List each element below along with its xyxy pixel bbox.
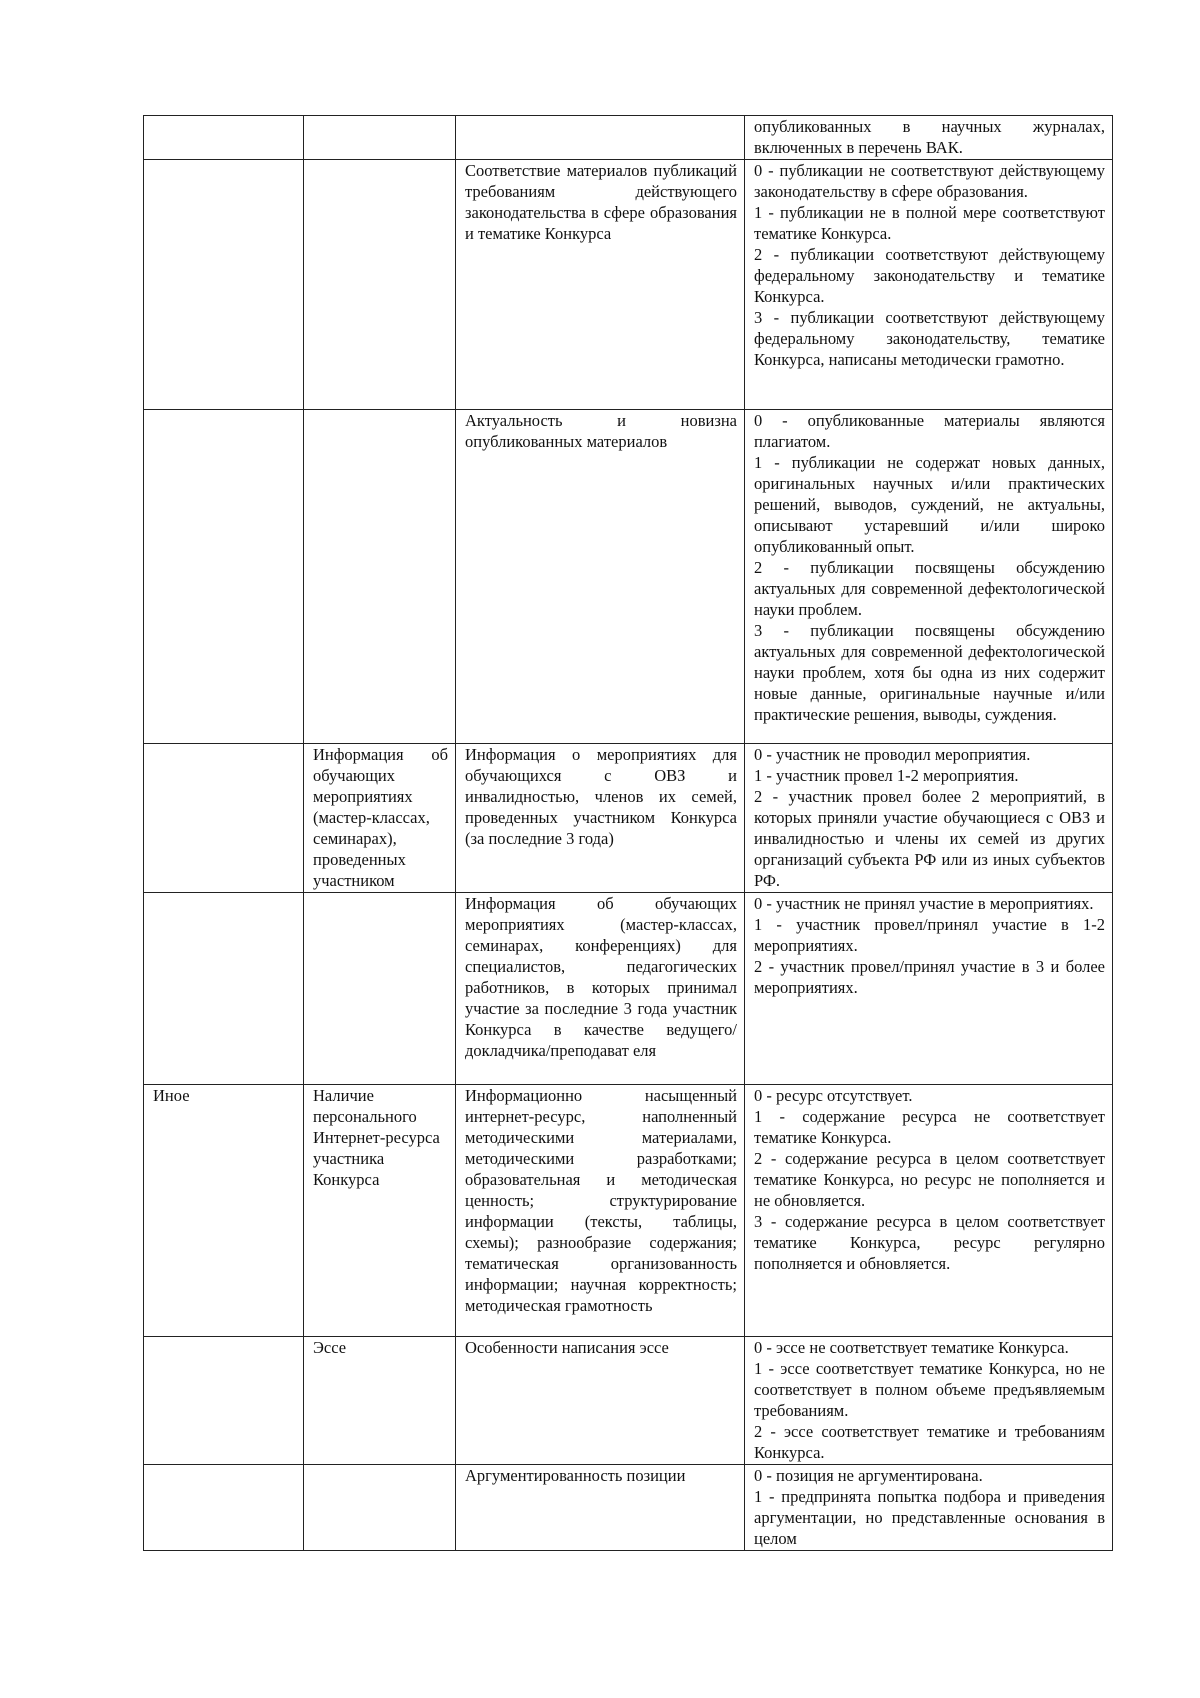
subcategory-cell (304, 116, 456, 160)
score-line: 3 - публикации соответствуют действующему федеральному законодательству, тематике Конкурса, написаны методически грамотно. (754, 308, 1105, 369)
score-line: 0 - ресурс отсутствует. (754, 1086, 913, 1105)
category-cell (144, 744, 304, 893)
criteria-table (143, 115, 1113, 1551)
score-line: 2 - эссе соответствует тематике и требованиям Конкурса. (754, 1422, 1105, 1462)
score-line: 1 - участник провел 1-2 мероприятия. (754, 766, 1019, 785)
scores-cell (745, 1085, 1113, 1337)
subcategory-cell (304, 160, 456, 410)
indicator-cell: Информация об обучающих мероприятиях (мастер-классах, семинарах, конференциях) для специалистов, педагогических работников, в которых принимал участие за последние 3 года участник Конкурса в качестве ведущего/докладчика/преподават еля (456, 893, 745, 1085)
subcategory-cell: Наличие персонального Интернет-ресурса участника Конкурса (304, 1085, 456, 1337)
score-line: 0 - публикации не соответствуют действующему законодательству в сфере образования. (754, 161, 1105, 201)
scores-cell (745, 1465, 1113, 1551)
subcategory-cell (304, 1465, 456, 1551)
category-cell (144, 116, 304, 160)
score-line: 2 - публикации посвящены обсуждению актуальных для современной дефектологической науки проблем. (754, 558, 1105, 619)
category-cell (144, 1465, 304, 1551)
category-cell: Иное (144, 1085, 304, 1337)
table-row (144, 1337, 1113, 1465)
indicator-cell: Информационно насыщенный интернет-ресурс, наполненный методическими материалами, методическими разработками; образовательная и методическая ценность; структурирование информации (тексты, таблицы, схемы); разнообразие содержания; тематическая организованность информации; научная корректность; методическая грамотность (456, 1085, 745, 1337)
score-line: 0 - позиция не аргументирована. (754, 1466, 983, 1485)
score-line: 0 - участник не принял участие в мероприятиях. (754, 894, 1094, 913)
score-line: 0 - эссе не соответствует тематике Конкурса. (754, 1338, 1069, 1357)
score-line: 1 - публикации не в полной мере соответствуют тематике Конкурса. (754, 203, 1105, 243)
subcategory-cell: Информация об обучающих мероприятиях (мастер-классах, семинарах), проведенных участником (304, 744, 456, 893)
score-line: 2 - содержание ресурса в целом соответствует тематике Конкурса, но ресурс не пополняется и не обновляется. (754, 1149, 1105, 1210)
table-row (144, 160, 1113, 410)
scores-cell (745, 116, 1113, 160)
indicator-cell (456, 116, 745, 160)
category-cell (144, 160, 304, 410)
subcategory-cell: Эссе (304, 1337, 456, 1465)
score-line: 0 - участник не проводил мероприятия. (754, 745, 1031, 764)
table-row (144, 744, 1113, 893)
score-line: 2 - участник провел более 2 мероприятий, в которых приняли участие обучающиеся с ОВЗ и инвалидностью и члены их семей из других организаций субъекта РФ или из иных субъектов РФ. (754, 787, 1105, 890)
category-cell (144, 893, 304, 1085)
scores-cell (745, 1337, 1113, 1465)
subcategory-cell (304, 893, 456, 1085)
subcategory-cell (304, 410, 456, 744)
indicator-cell: Информация о мероприятиях для обучающихся с ОВЗ и инвалидностью, членов их семей, проведенных участником Конкурса (за последние 3 года) (456, 744, 745, 893)
category-cell (144, 1337, 304, 1465)
score-line: 3 - содержание ресурса в целом соответствует тематике Конкурса, ресурс регулярно пополняется и обновляется. (754, 1212, 1105, 1273)
score-line: 1 - эссе соответствует тематике Конкурса, но не соответствует в полном объеме предъявляемым требованиям. (754, 1359, 1105, 1420)
table-row (144, 1085, 1113, 1337)
category-cell (144, 410, 304, 744)
scores-cell (745, 744, 1113, 893)
score-line: 1 - участник провел/принял участие в 1-2 мероприятиях. (754, 915, 1105, 955)
table-row (144, 116, 1113, 160)
scores-cell (745, 410, 1113, 744)
indicator-cell: Аргументированность позиции (456, 1465, 745, 1551)
table-row (144, 893, 1113, 1085)
indicator-cell: Особенности написания эссе (456, 1337, 745, 1465)
scores-cell (745, 160, 1113, 410)
score-line: 3 - публикации посвящены обсуждению актуальных для современной дефектологической науки проблем, хотя бы одна из них содержит новые данные, оригинальные научные и/или практические решения, выводы, суждения. (754, 621, 1105, 724)
score-line: 1 - публикации не содержат новых данных, оригинальных научных и/или практических решений, выводов, суждений, не актуальны, описывают устаревший и/или широко опубликованный опыт. (754, 453, 1105, 556)
score-line: 0 - опубликованные материалы являются плагиатом. (754, 411, 1105, 451)
score-line: опубликованных в научных журналах, включенных в перечень ВАК. (754, 117, 1105, 157)
indicator-cell: Соответствие материалов публикаций требованиям действующего законодательства в сфере образования и тематике Конкурса (456, 160, 745, 410)
indicator-cell: Актуальность и новизна опубликованных материалов (456, 410, 745, 744)
table-row (144, 410, 1113, 744)
score-line: 1 - содержание ресурса не соответствует тематике Конкурса. (754, 1107, 1105, 1147)
scores-cell (745, 893, 1113, 1085)
score-line: 2 - публикации соответствуют действующему федеральному законодательству и тематике Конкурса. (754, 245, 1105, 306)
score-line: 2 - участник провел/принял участие в 3 и более мероприятиях. (754, 957, 1105, 997)
score-line: 1 - предпринята попытка подбора и приведения аргументации, но представленные основания в целом (754, 1487, 1105, 1548)
table-row (144, 1465, 1113, 1551)
